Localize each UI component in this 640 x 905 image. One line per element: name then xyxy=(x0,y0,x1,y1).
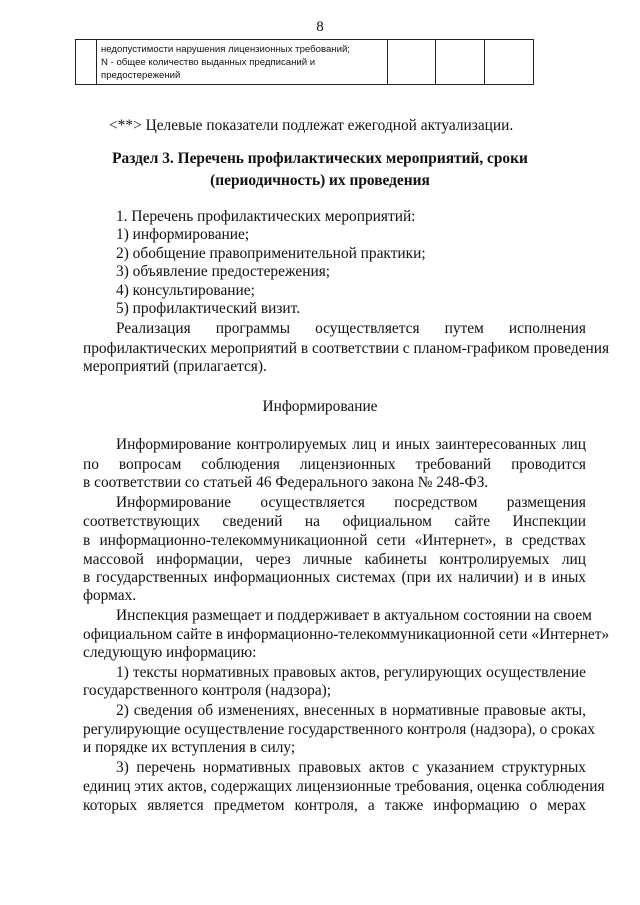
paragraph-line: по вопросам соблюдения лицензионных требований проводится xyxy=(83,456,586,473)
paragraph-line: 3) перечень нормативных правовых актов с указанием структурных xyxy=(116,759,586,776)
paragraph-line: единиц этих актов, содержащих лицензионные требования, оценка соблюдения xyxy=(83,778,605,795)
paragraph-line: массовой информации, через личные кабинеты контролируемых лиц xyxy=(83,551,586,568)
list-item: 3) объявление предостережения; xyxy=(116,263,331,280)
list-intro: 1. Перечень профилактических мероприятий: xyxy=(116,208,416,225)
section-heading-line: Раздел 3. Перечень профилактических мероприятий, сроки xyxy=(112,150,528,167)
table-cell-formula-description xyxy=(97,40,388,85)
paragraph-line: официальном сайте в информационно-телекоммуникационной сети «Интернет» xyxy=(83,626,610,643)
paragraph-line: 1) тексты нормативных правовых актов, регулирующих осуществление xyxy=(116,664,586,681)
section-heading-line: (периодичность) их проведения xyxy=(210,172,430,189)
paragraph-line: в государственных информационных системах (при их наличии) и в иных xyxy=(83,569,586,586)
table-cell-line: недопустимости нарушения лицензионных требований; xyxy=(101,44,350,55)
paragraph-line: 2) сведения об изменениях, внесенных в нормативные правовые акты, xyxy=(116,702,586,719)
paragraph-line: Инспекция размещает и поддерживает в актуальном состоянии на своем xyxy=(116,607,592,624)
list-item: 5) профилактический визит. xyxy=(116,300,301,317)
paragraph-line: Информирование осуществляется посредством размещения xyxy=(116,494,586,511)
paragraph-line: в соответствии со статьей 46 Федерального закона № 248-ФЗ. xyxy=(83,474,489,491)
list-item: 2) обобщение правоприменительной практики; xyxy=(116,245,426,262)
list-item: 4) консультирование; xyxy=(116,282,255,299)
paragraph-line: соответствующих сведений на официальном сайте Инспекции xyxy=(83,513,586,530)
paragraph-line: государственного контроля (надзора); xyxy=(83,682,332,699)
table-cell-number xyxy=(76,40,97,85)
paragraph-line: регулирующие осуществление государственного контроля (надзора), о сроках xyxy=(83,721,596,738)
table-cell-empty xyxy=(388,40,436,85)
paragraph-line: мероприятий (прилагается). xyxy=(83,358,267,375)
continued-table xyxy=(75,39,534,85)
table-cell-line: предостережений xyxy=(101,70,181,81)
footnote: <**> Целевые показатели подлежат ежегодной актуализации. xyxy=(109,117,514,134)
table-cell-line: N - общее количество выданных предписаний и xyxy=(101,57,316,68)
paragraph-line: которых является предметом контроля, а также информацию о мерах xyxy=(83,797,586,814)
table-row xyxy=(76,40,534,85)
subheading: Информирование xyxy=(262,398,378,415)
paragraph-line: профилактических мероприятий в соответствии с планом-графиком проведения xyxy=(83,340,610,357)
paragraph-line: формах. xyxy=(83,587,137,604)
table-cell-empty xyxy=(436,40,485,85)
paragraph-line: Информирование контролируемых лиц и иных заинтересованных лиц xyxy=(116,436,586,453)
paragraph-line: в информационно-телекоммуникационной сети «Интернет», в средствах xyxy=(83,532,586,549)
list-item: 1) информирование; xyxy=(116,226,250,243)
table-cell-empty xyxy=(485,40,534,85)
paragraph-line: следующую информацию: xyxy=(83,644,257,661)
paragraph-line: и порядке их вступления в силу; xyxy=(83,739,296,756)
paragraph-line: Реализация программы осуществляется путем исполнения xyxy=(116,320,586,337)
page-number: 8 xyxy=(316,19,324,35)
